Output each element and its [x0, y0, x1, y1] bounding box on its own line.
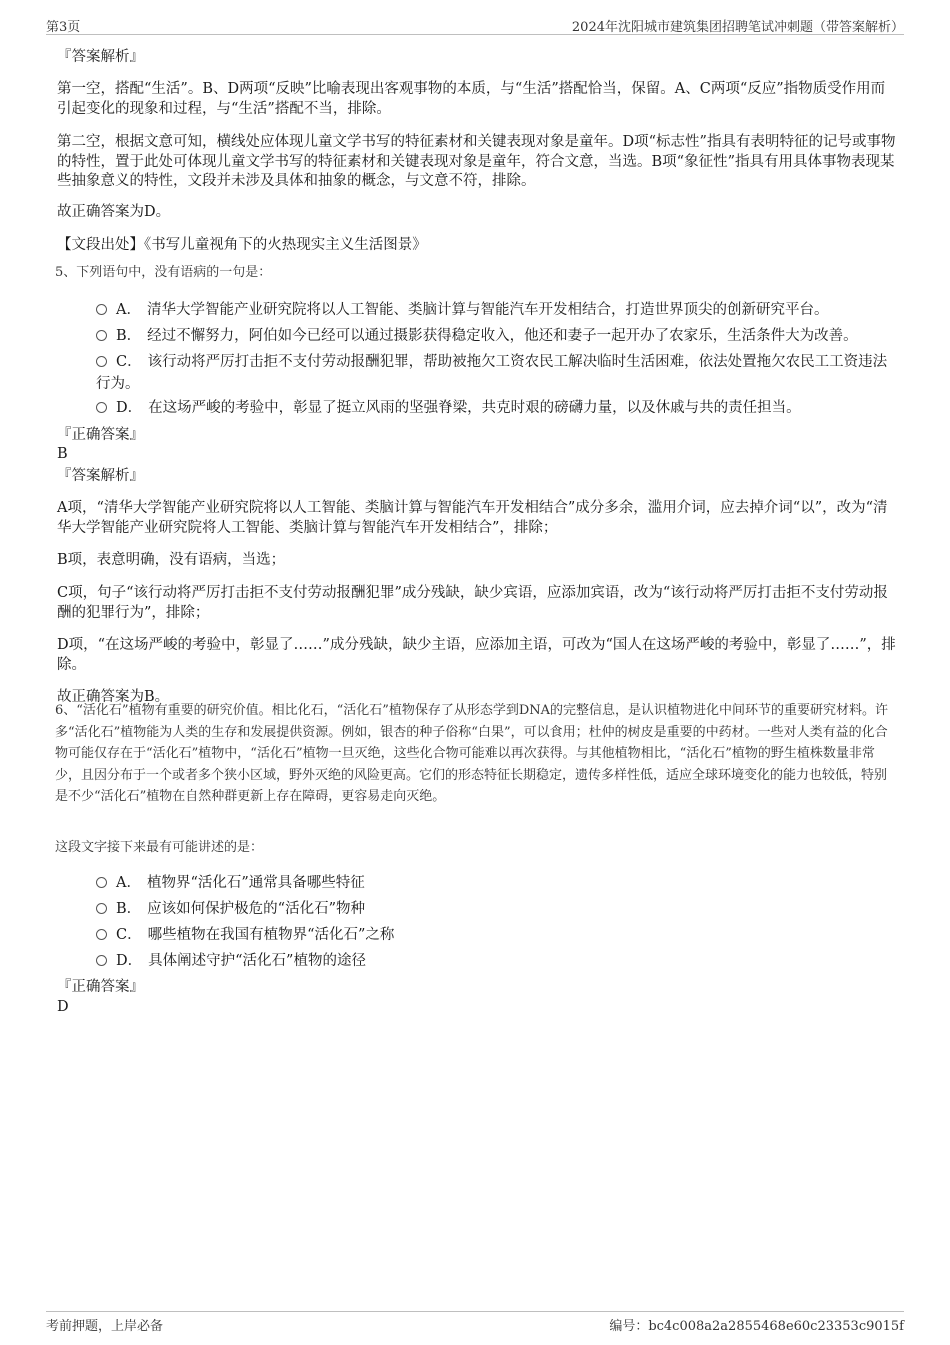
- footer-slogan: 考前押题，上岸必备: [46, 1319, 164, 1334]
- q4-conclusion: 故正确答案为D。: [57, 204, 171, 220]
- q4-analysis-para2: 第二空，根据文意可知，横线处应体现儿童文学书写的特征素材和关键表现对象是童年。D项“标志性”指具有表明特征的记号或事物的特性，置于此处可体现儿童文学书写的特征素材和关键表现对象是童年，符合文意，当选。B项“象征性”指具有用具体事物表现某些抽象意义的特性，文段并未涉及具体和抽象的概念，与文意不符，排除。: [57, 134, 896, 189]
- q5-analysis-d: D项，“在这场严峻的考验中，彰显了……”成分残缺，缺少主语，应添加主语，可改为“国人在这场严峻的考验中，彰显了……”，排除。: [57, 637, 896, 673]
- document-title: 2024年沈阳城市建筑集团招聘笔试冲刺题（带答案解析）: [571, 20, 904, 35]
- q6-option-d[interactable]: D． 具体阐述守护“活化石”植物的途径: [96, 950, 896, 972]
- q5-analysis-label: 『答案解析』: [57, 468, 144, 484]
- q5-answer: B: [57, 446, 68, 462]
- q6-answer: D: [57, 999, 69, 1015]
- q6-option-c[interactable]: C． 哪些植物在我国有植物界“活化石”之称: [96, 924, 896, 946]
- q4-source: 【文段出处】《书写儿童视角下的火热现实主义生活图景》: [57, 237, 427, 253]
- radio-icon[interactable]: [96, 929, 107, 940]
- page-number: 第3页: [46, 20, 81, 35]
- radio-icon[interactable]: [96, 304, 107, 315]
- radio-icon[interactable]: [96, 903, 107, 914]
- radio-icon[interactable]: [96, 356, 107, 367]
- page-header: [46, 14, 904, 35]
- q5-option-a[interactable]: A． 清华大学智能产业研究院将以人工智能、类脑计算与智能汽车开发相结合，打造世界顶尖的创新研究平台。: [96, 299, 896, 321]
- q5-option-b[interactable]: B． 经过不懈努力，阿伯如今已经可以通过摄影获得稳定收入，他还和妻子一起开办了农家乐，生活条件大为改善。: [96, 325, 896, 347]
- q5-analysis-b: B项，表意明确，没有语病，当选；: [57, 552, 286, 568]
- q5-option-d[interactable]: D． 在这场严峻的考验中，彰显了挺立风雨的坚强脊梁，共克时艰的磅礴力量，以及休戚与共的责任担当。: [96, 397, 896, 419]
- q6-stem: 这段文字接下来最有可能讲述的是：: [55, 840, 264, 855]
- page-footer: [46, 1311, 904, 1336]
- radio-icon[interactable]: [96, 877, 107, 888]
- q4-analysis-label: 『答案解析』: [57, 49, 144, 65]
- q5-conclusion: 故正确答案为B。: [57, 689, 170, 705]
- q5-analysis-a: A项，“清华大学智能产业研究院将以人工智能、类脑计算与智能汽车开发相结合”成分多余，滥用介词，应去掉介词“以”，改为“清华大学智能产业研究院将人工智能、类脑计算与智能汽车开发相结合”，排除；: [57, 500, 888, 536]
- q6-passage: 6、“活化石”植物有重要的研究价值。相比化石，“活化石”植物保存了从形态学到DNA的完整信息，是认识植物进化中间环节的重要研究材料。许多“活化石”植物能为人类的生存和发展提供资源。例如，银杏的种子俗称“白果”，可以食用；杜仲的树皮是重要的中药材。一些对人类有益的化合物可能仅存在于“活化石”植物中，“活化石”植物一旦灭绝，这些化合物可能难以再次获得。与其他植物相比，“活化石”植物的野生植株数量非常少，且因分布于一个或者多个狭小区域，野外灭绝的风险更高。它们的形态特征长期稳定，遗传多样性低，适应全球环境变化的能力也较低，特别是不少“活化石”植物在自然种群更新上存在障碍，更容易走向灭绝。: [55, 703, 889, 804]
- q6-option-a[interactable]: A． 植物界“活化石”通常具备哪些特征: [96, 872, 896, 894]
- radio-icon[interactable]: [96, 330, 107, 341]
- q5-option-c[interactable]: C． 该行动将严厉打击拒不支付劳动报酬犯罪，帮助被拖欠工资农民工解决临时生活困难，依法处置拖欠农民工工资违法行为。: [96, 354, 888, 392]
- radio-icon[interactable]: [96, 402, 107, 413]
- q6-option-b[interactable]: B． 应该如何保护极危的“活化石”物种: [96, 898, 896, 920]
- q5-stem: 5、下列语句中，没有语病的一句是：: [55, 265, 272, 280]
- q6-answer-label: 『正确答案』: [57, 979, 144, 995]
- q4-analysis-para1: 第一空，搭配“生活”。B、D两项“反映”比喻表现出客观事物的本质，与“生活”搭配恰当，保留。A、C两项“反应”指物质受作用而引起变化的现象和过程，与“生活”搭配不当，排除。: [57, 81, 886, 117]
- document-id: 编号：bc4c008a2a2855468e60c23353c9015f: [609, 1319, 904, 1334]
- radio-icon[interactable]: [96, 955, 107, 966]
- q5-answer-label: 『正确答案』: [57, 427, 144, 443]
- q5-analysis-c: C项，句子“该行动将严厉打击拒不支付劳动报酬犯罪”成分残缺，缺少宾语，应添加宾语，改为“该行动将严厉打击拒不支付劳动报酬的犯罪行为”，排除；: [57, 585, 888, 621]
